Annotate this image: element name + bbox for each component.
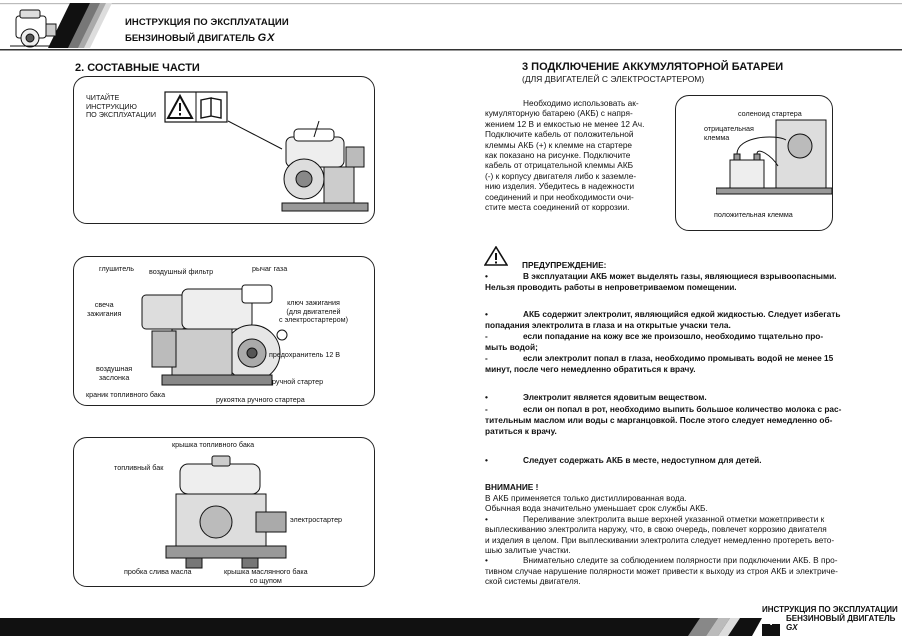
warning-row-text: если попадание на кожу все же произошло, необходимо тщательно про-	[523, 331, 824, 341]
engine-drawing-1	[224, 117, 374, 217]
header-brand: GX	[257, 32, 276, 44]
header-title: ИНСТРУКЦИЯ ПО ЭКСПЛУАТАЦИИ	[125, 17, 289, 28]
warning-row-text: Следует содержать АКБ в месте, недоступном для детей.	[523, 455, 762, 465]
label-muffler: глушитель	[99, 264, 134, 273]
warning-row: •	[485, 392, 488, 402]
label-recoil-handle: рукоятка ручного стартера	[216, 395, 305, 404]
warning-icon	[484, 246, 508, 266]
panel-manual-warning	[73, 76, 375, 224]
warning-row-text: если он попал в рот, необходимо выпить большое количество молока с рас-	[523, 404, 842, 414]
warning-row-text: ратиться к врачу.	[485, 426, 557, 436]
label-negative-terminal: отрицательная клемма	[704, 124, 754, 142]
bullet: •	[485, 513, 488, 524]
warning-row-text: попадания электролита в глаза и на открытые учаски тела.	[485, 320, 731, 330]
label-fuse: предохранитель 12 В	[269, 350, 341, 359]
label-electric-starter: электростартер	[290, 515, 343, 524]
warning-row: -	[485, 404, 488, 414]
footer-title: ИНСТРУКЦИЯ ПО ЭКСПЛУАТАЦИИ	[762, 605, 898, 614]
page-number: 4	[766, 613, 774, 628]
bullet: •	[485, 555, 488, 566]
label-drain-plug: пробка слива масла	[124, 567, 192, 576]
attention-text: В АКБ применяется только дистиллированная вода. Обычная вода значительно уменьшает срок службы АКБ. • Переливание электролита выше верхней указанной отметки можетпривести к выплескиванию электролита наружу, что, в свою очередь, повлечет коррозию двигателя и изделия в целом. При выплескивании электролита следует немедленно протереть вето- шью залитые участки. • Внимательно следите за соблюдением полярности при подключении АКБ. В про- тивном случае нарушение полярности может привести к выходу из строя АКБ и электриче- ской системы двигателя.	[485, 493, 838, 587]
battery-intro-text: Необходимо использовать ак- кумуляторную батарею (АКБ) с напря- жением 12 В и емкостью не менее 12 Ач. Подключите кабель от положительной клеммы АКБ (+) к клемме на стартере как показано на рисунке. Подключите кабель от отрицательной клеммы АКБ (-) к корпусу двигателя либо к заземле- нию изделия. Убедитесь в надежности соединений и при необходимости очи- стите места соединений от коррозии.	[485, 98, 645, 213]
label-starter-solenoid: соленоид стартера	[738, 109, 802, 118]
label-air-filter: воздушный фильтр	[149, 267, 214, 276]
section-title-parts: 2. СОСТАВНЫЕ ЧАСТИ	[75, 62, 200, 74]
label-ignition-key: ключ зажигания (для двигателей с электростартером)	[279, 298, 348, 325]
warning-title: ПРЕДУПРЕЖДЕНИЕ:	[522, 260, 607, 270]
warning-row: -	[485, 353, 488, 363]
warning-row-text: тительным маслом или воды с марганцовкой. После этого следует немедленно об-	[485, 415, 833, 425]
panel-engine-parts-rear	[73, 437, 375, 587]
warning-row: •	[485, 309, 488, 319]
label-spark-plug: свеча зажигания	[87, 300, 122, 318]
footer-brand: GX	[786, 623, 798, 632]
warning-row-text: В эксплуатации АКБ может выделять газы, являющиеся взрывоопасными.	[523, 271, 837, 281]
panel-battery-diagram	[675, 95, 833, 231]
warning-row-text: мыть водой;	[485, 342, 538, 352]
panel-engine-parts-front	[73, 256, 375, 406]
warning-row-text: минут, после чего немедленно обратиться к врачу.	[485, 364, 696, 374]
warning-row-text: Электролит является ядовитым веществом.	[523, 392, 707, 402]
warning-row-text: если электролит попал в глаза, необходимо промывать водой не менее 15	[523, 353, 834, 363]
label-throttle: рычаг газа	[252, 264, 288, 273]
label-fuel-tank: топливный бак	[114, 463, 164, 472]
label-positive-terminal: положительная клемма	[714, 210, 793, 219]
warning-row: •	[485, 455, 488, 465]
footer-subtitle: БЕНЗИНОВЫЙ ДВИГАТЕЛЬ GX	[786, 614, 896, 632]
engine-drawing-3	[156, 452, 296, 578]
label-choke: воздушная заслонка	[96, 364, 133, 382]
warning-row: -	[485, 331, 488, 341]
warning-row-text: АКБ содержит электролит, являющийся едкой жидкостью. Следует избегать	[523, 309, 841, 319]
label-recoil-starter: ручной стартер	[272, 377, 324, 386]
section-subtitle-battery: (ДЛЯ ДВИГАТЕЛЕЙ С ЭЛЕКТРОСТАРТЕРОМ)	[522, 74, 705, 84]
warning-row-text: Нельзя проводить работы в непроветриваемом помещении.	[485, 282, 737, 292]
section-title-battery: 3 ПОДКЛЮЧЕНИЕ АККУМУЛЯТОРНОЙ БАТАРЕИ	[522, 61, 784, 73]
attention-title: ВНИМАНИЕ !	[485, 482, 539, 492]
warning-row: •	[485, 271, 488, 281]
read-manual-label: ЧИТАЙТЕ ИНСТРУКЦИЮ ПО ЭКСПЛУАТАЦИИ	[86, 93, 157, 120]
warning-read-manual-icon	[164, 91, 228, 123]
label-fuel-valve: краник топливного бака	[86, 390, 166, 399]
header-subtitle: БЕНЗИНОВЫЙ ДВИГАТЕЛЬ GX	[125, 32, 276, 44]
label-fuel-cap: крышка топливного бака	[172, 440, 255, 449]
label-oil-cap: крышка маслянного бака со щупом	[224, 567, 308, 585]
